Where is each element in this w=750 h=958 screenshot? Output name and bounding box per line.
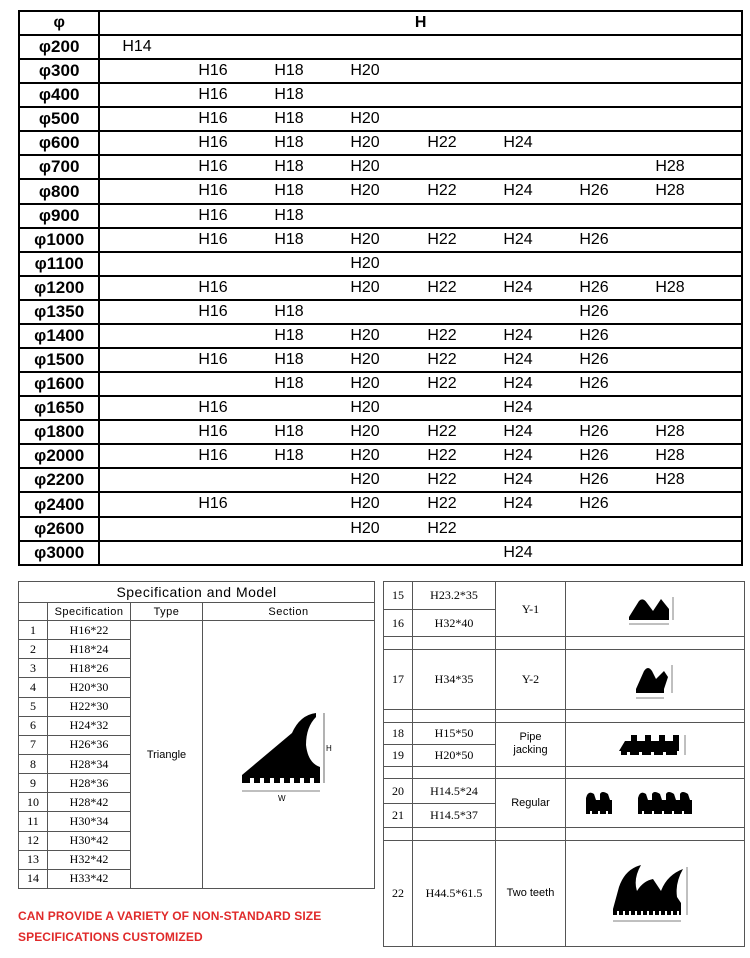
h-value: H20 (350, 351, 380, 369)
h-value: H20 (350, 519, 380, 537)
h-values-cell (99, 300, 742, 324)
profile-model-table (383, 581, 745, 947)
row-number: 2 (19, 640, 48, 659)
spec-value: H22*30 (48, 697, 131, 716)
table-row (19, 324, 742, 348)
h-values-cell (99, 492, 742, 516)
phi-value: φ1200 (19, 276, 99, 300)
h-value: H18 (274, 423, 304, 441)
type-column-header: Type (131, 603, 203, 621)
h-value: H20 (350, 495, 380, 513)
h-column-header: H (99, 11, 742, 35)
row-number: 5 (19, 697, 48, 716)
spec-value: H34*35 (413, 650, 496, 710)
h-values-cell (99, 107, 742, 131)
h-value: H28 (655, 471, 685, 489)
h-value: H16 (198, 230, 228, 248)
h-value: H16 (198, 399, 228, 417)
h-value: H22 (427, 326, 457, 344)
phi-value: φ2000 (19, 444, 99, 468)
spec-value: H30*42 (48, 831, 131, 850)
table-row (384, 722, 745, 744)
h-value: H26 (579, 326, 609, 344)
h-value: H24 (503, 471, 533, 489)
type-two-teeth: Two teeth (496, 840, 566, 946)
h-value: H14 (122, 38, 152, 55)
h-value: H16 (198, 62, 228, 80)
h-value: H20 (350, 254, 380, 272)
h-value: H20 (350, 62, 380, 80)
h-value: H18 (274, 86, 304, 104)
h-value: H20 (350, 447, 380, 465)
spec-value: H28*34 (48, 754, 131, 773)
triangle-section-icon (234, 705, 344, 805)
spec-value: H32*42 (48, 850, 131, 869)
h-value: H28 (655, 447, 685, 465)
h-value: H28 (655, 182, 685, 200)
y2-section-cell (566, 650, 745, 710)
row-number: 22 (384, 840, 413, 946)
phi-value: φ1500 (19, 348, 99, 372)
h-value: H18 (274, 375, 304, 393)
h-value: H16 (198, 182, 228, 200)
h-value: H24 (503, 326, 533, 344)
custom-note-line-2: SPECIFICATIONS CUSTOMIZED (18, 930, 203, 944)
h-value: H20 (350, 399, 380, 417)
h-value: H18 (274, 447, 304, 465)
row-number: 14 (19, 869, 48, 888)
row-number: 4 (19, 678, 48, 697)
table-row (19, 420, 742, 444)
h-value: H20 (350, 110, 380, 128)
h-value: H18 (274, 182, 304, 200)
h-value: H24 (503, 351, 533, 369)
h-values-cell (99, 420, 742, 444)
h-size-table (18, 10, 743, 566)
triangle-section-cell (203, 621, 375, 889)
h-value: H20 (350, 134, 380, 152)
phi-value: φ800 (19, 179, 99, 203)
row-number: 8 (19, 754, 48, 773)
custom-note-line-1: CAN PROVIDE A VARIETY OF NON-STANDARD SIZE (18, 909, 322, 923)
h-value: H22 (427, 519, 457, 537)
spec-value: H18*24 (48, 640, 131, 659)
type-pipe-jacking: Pipe jacking (496, 722, 566, 766)
table-row (19, 444, 742, 468)
spacer-row (384, 637, 745, 650)
table-row (384, 779, 745, 803)
h-value: H22 (427, 495, 457, 513)
h-value: H26 (579, 471, 609, 489)
h-value: H22 (427, 351, 457, 369)
regular-section-cell (566, 779, 745, 828)
row-number: 3 (19, 659, 48, 678)
spec-value: H14.5*37 (413, 803, 496, 827)
h-value: H16 (198, 110, 228, 128)
spec-value: H30*34 (48, 812, 131, 831)
h-value: H16 (198, 206, 228, 224)
spec-value: H28*36 (48, 774, 131, 793)
table-row (19, 228, 742, 252)
spec-value: H28*42 (48, 793, 131, 812)
row-number: 6 (19, 716, 48, 735)
row-number: 11 (19, 812, 48, 831)
row-number: 9 (19, 774, 48, 793)
h-value: H22 (427, 230, 457, 248)
h-value: H24 (503, 495, 533, 513)
h-values-cell (99, 372, 742, 396)
h-value: H20 (350, 471, 380, 489)
table-row (384, 840, 745, 946)
h-value: H16 (198, 302, 228, 320)
h-value: H22 (427, 423, 457, 441)
h-value: H28 (655, 278, 685, 296)
h-value: H16 (198, 495, 228, 513)
phi-value: φ1600 (19, 372, 99, 396)
phi-value: φ1000 (19, 228, 99, 252)
spec-model-table (18, 581, 375, 889)
h-value: H26 (579, 447, 609, 465)
h-value: H26 (579, 375, 609, 393)
h-values-cell (99, 396, 742, 420)
type-y2: Y-2 (496, 650, 566, 710)
spacer-row (384, 766, 745, 779)
spec-value: H44.5*61.5 (413, 840, 496, 946)
h-value: H24 (503, 230, 533, 248)
phi-value: φ400 (19, 83, 99, 107)
table-row (19, 155, 742, 179)
h-value: H18 (274, 206, 304, 224)
h-value: H16 (198, 278, 228, 296)
table-row (19, 541, 742, 565)
table-row (384, 582, 745, 610)
pipe-jacking-profile-icon (615, 727, 695, 761)
table-row (19, 252, 742, 276)
row-number: 21 (384, 803, 413, 827)
phi-value: φ2400 (19, 492, 99, 516)
specification-column-header: Specification (48, 603, 131, 621)
h-value: H22 (427, 278, 457, 296)
row-number: 13 (19, 850, 48, 869)
phi-value: φ900 (19, 204, 99, 228)
h-values-cell (99, 468, 742, 492)
y1-section-cell (566, 582, 745, 637)
h-value: H18 (274, 110, 304, 128)
h-value: H24 (503, 182, 533, 200)
h-value: H18 (274, 158, 304, 176)
table-row (19, 372, 742, 396)
table-row (19, 348, 742, 372)
type-triangle: Triangle (131, 621, 203, 889)
h-value: H18 (274, 302, 304, 320)
row-number: 7 (19, 735, 48, 754)
table-row (19, 179, 742, 203)
h-value: H26 (579, 230, 609, 248)
spacer-row (384, 827, 745, 840)
table-row (19, 396, 742, 420)
spec-value: H18*26 (48, 659, 131, 678)
row-number: 10 (19, 793, 48, 812)
h-value: H26 (579, 351, 609, 369)
spec-value: H20*30 (48, 678, 131, 697)
h-values-cell (99, 83, 742, 107)
table-row (19, 517, 742, 541)
table-row (19, 59, 742, 83)
h-value: H22 (427, 134, 457, 152)
h-values-cell (99, 131, 742, 155)
section-column-header: Section (203, 603, 375, 621)
two-teeth-profile-icon (605, 857, 705, 929)
h-value: H18 (274, 326, 304, 344)
phi-value: φ2600 (19, 517, 99, 541)
h-value: H28 (655, 158, 685, 176)
h-values-cell (99, 228, 742, 252)
row-number: 20 (384, 779, 413, 803)
table-row (19, 83, 742, 107)
h-values-cell (99, 276, 742, 300)
regular-profile-icon (580, 784, 730, 822)
phi-value: φ500 (19, 107, 99, 131)
spacer-row (384, 710, 745, 723)
row-number: 15 (384, 582, 413, 610)
no-column-header (19, 603, 48, 621)
h-values-cell (99, 324, 742, 348)
h-value: H26 (579, 182, 609, 200)
row-number: 18 (384, 722, 413, 744)
h-value: H18 (274, 134, 304, 152)
phi-value: φ2200 (19, 468, 99, 492)
h-value: H26 (579, 495, 609, 513)
row-number: 16 (384, 609, 413, 637)
h-value: H16 (198, 158, 228, 176)
table-row (19, 621, 375, 640)
phi-value: φ200 (19, 35, 99, 59)
h-values-cell (99, 155, 742, 179)
spec-value: H32*40 (413, 609, 496, 637)
w-dimension-label: W (277, 793, 286, 803)
h-value: H26 (579, 302, 609, 320)
type-y1: Y-1 (496, 582, 566, 637)
h-values-cell (99, 444, 742, 468)
h-value: H20 (350, 230, 380, 248)
h-value: H28 (655, 423, 685, 441)
table-row (19, 35, 742, 59)
h-value: H24 (503, 278, 533, 296)
h-values-cell (99, 179, 742, 203)
spec-value: H33*42 (48, 869, 131, 888)
pipe-jacking-section-cell (566, 722, 745, 766)
phi-value: φ3000 (19, 541, 99, 565)
table-row (19, 131, 742, 155)
h-value: H20 (350, 326, 380, 344)
phi-column-header: φ (19, 11, 99, 35)
spec-value: H24*32 (48, 716, 131, 735)
h-values-cell (99, 204, 742, 228)
h-value: H22 (427, 447, 457, 465)
table-row (384, 650, 745, 710)
two-teeth-section-cell (566, 840, 745, 946)
table-row (19, 204, 742, 228)
h-value: H24 (503, 399, 533, 417)
spec-table-title: Specification and Model (19, 582, 375, 603)
h-dimension-label: H (325, 743, 332, 753)
h-value: H18 (274, 62, 304, 80)
phi-value: φ1350 (19, 300, 99, 324)
h-value: H20 (350, 158, 380, 176)
h-value: H22 (427, 182, 457, 200)
h-value: H16 (198, 134, 228, 152)
table-row (19, 276, 742, 300)
phi-value: φ1800 (19, 420, 99, 444)
h-value: H16 (198, 86, 228, 104)
h-value: H20 (350, 423, 380, 441)
h-value: H16 (198, 351, 228, 369)
y2-profile-icon (630, 657, 680, 703)
h-value: H24 (503, 375, 533, 393)
y1-profile-icon (625, 587, 685, 631)
phi-value: φ700 (19, 155, 99, 179)
h-value: H18 (274, 351, 304, 369)
spec-value: H26*36 (48, 735, 131, 754)
h-values-cell (99, 348, 742, 372)
h-value: H16 (198, 423, 228, 441)
h-value: H22 (427, 375, 457, 393)
table-row (19, 300, 742, 324)
h-value: H24 (503, 134, 533, 152)
h-value: H26 (579, 278, 609, 296)
h-value: H22 (427, 471, 457, 489)
h-value: H26 (579, 423, 609, 441)
spec-value: H16*22 (48, 621, 131, 640)
h-value: H20 (350, 278, 380, 296)
h-value: H16 (198, 447, 228, 465)
h-value: H20 (350, 375, 380, 393)
row-number: 12 (19, 831, 48, 850)
spec-value: H14.5*24 (413, 779, 496, 803)
row-number: 17 (384, 650, 413, 710)
spec-value: H23.2*35 (413, 582, 496, 610)
phi-value: φ1650 (19, 396, 99, 420)
h-values-cell (99, 35, 742, 59)
table-row (19, 107, 742, 131)
h-value: H18 (274, 230, 304, 248)
phi-value: φ1400 (19, 324, 99, 348)
h-value: H20 (350, 182, 380, 200)
row-number: 19 (384, 744, 413, 766)
h-values-cell (99, 517, 742, 541)
h-value: H24 (503, 423, 533, 441)
h-value: H24 (503, 447, 533, 465)
spec-value: H20*50 (413, 744, 496, 766)
spec-value: H15*50 (413, 722, 496, 744)
phi-value: φ600 (19, 131, 99, 155)
phi-value: φ1100 (19, 252, 99, 276)
h-values-cell (99, 541, 742, 565)
type-regular: Regular (496, 779, 566, 828)
phi-value: φ300 (19, 59, 99, 83)
h-value: H24 (503, 543, 533, 561)
table-row (19, 492, 742, 516)
h-values-cell (99, 252, 742, 276)
row-number: 1 (19, 621, 48, 640)
h-values-cell (99, 59, 742, 83)
table-row (19, 468, 742, 492)
